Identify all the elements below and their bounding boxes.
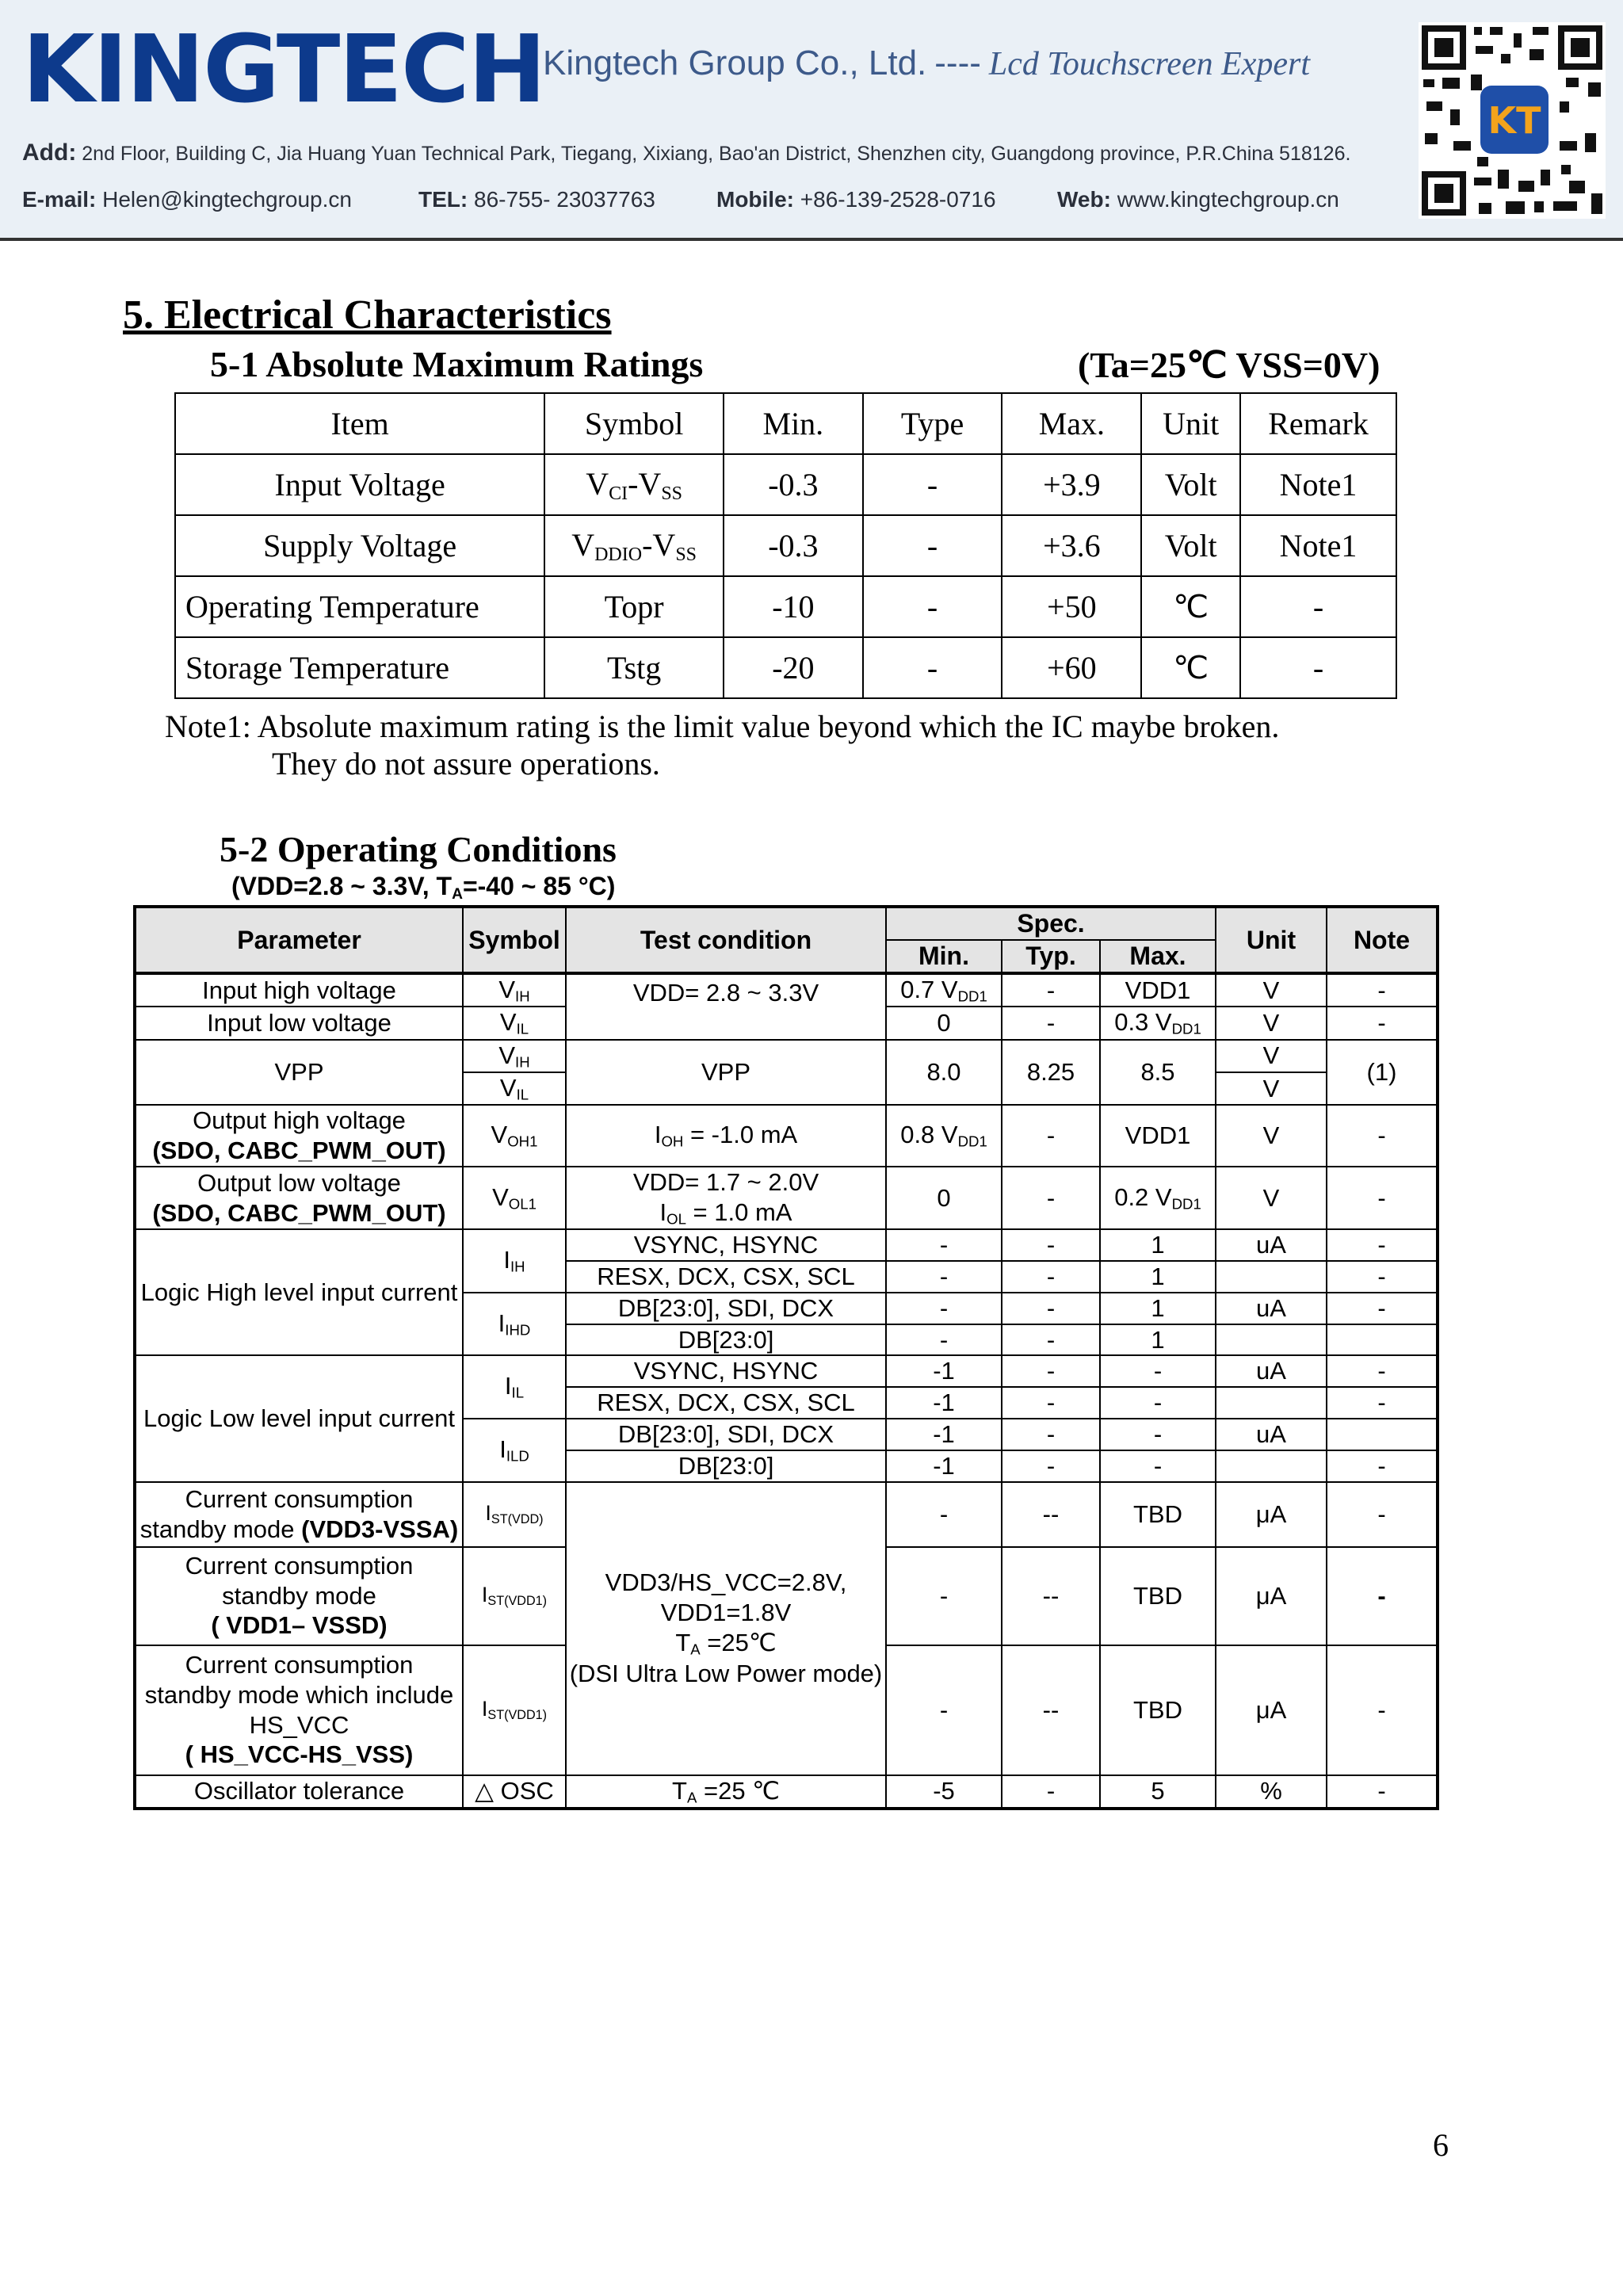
cell-test: VDD3/HS_VCC=2.8V, VDD1=1.8V $T_A$ =25℃ (DSI Ultra Low Power mode) xyxy=(566,1482,886,1775)
cell-min: - xyxy=(886,1324,1002,1356)
cell-symbol: Topr xyxy=(544,576,724,637)
abs-max-title: 5-1 Absolute Maximum Ratings xyxy=(210,344,704,384)
web-block xyxy=(1057,187,1339,212)
cell-unit: μA xyxy=(1216,1645,1327,1775)
col-note: Note xyxy=(1327,907,1438,973)
cell-min: - xyxy=(886,1293,1002,1324)
cell-test: VDD= 1.7 ~ 2.0V $I_{OL} = 1.0$ mA xyxy=(566,1167,886,1229)
cell-symbol: △ OSC xyxy=(463,1775,566,1809)
cell-typ: - xyxy=(1002,1007,1100,1039)
cell-min: -1 xyxy=(886,1419,1002,1450)
cell-unit: Volt xyxy=(1141,454,1240,515)
op-cond-condition: (VDD=2.8 ~ 3.3V, $T_A=-40$ ~ 85 °C) xyxy=(231,872,616,903)
table-row xyxy=(135,1355,1438,1387)
col-type: Type xyxy=(863,393,1002,454)
cell-min: 0 xyxy=(886,1167,1002,1229)
cell-test: DB[23:0] xyxy=(566,1450,886,1482)
cell-remark: - xyxy=(1240,576,1396,637)
cell-max: 1 xyxy=(1100,1229,1216,1261)
mobile-label: Mobile: xyxy=(716,187,794,212)
cell-symbol: $I_{ILD}$ xyxy=(463,1419,566,1482)
cell-note: - xyxy=(1327,1387,1438,1419)
op-cond-table xyxy=(133,905,1439,1810)
cell-typ: 8.25 xyxy=(1002,1040,1100,1106)
cell-unit: V xyxy=(1216,973,1327,1007)
table-row xyxy=(175,637,1396,698)
company-logo: KINGTECH xyxy=(22,14,545,124)
cell-symbol: $V_{DDIO}-V_{SS}$ xyxy=(544,515,724,576)
cell-unit: Volt xyxy=(1141,515,1240,576)
cell-max: TBD xyxy=(1100,1547,1216,1645)
cell-note xyxy=(1327,1419,1438,1450)
cell-test: RESX, DCX, CSX, SCL xyxy=(566,1387,886,1419)
cell-unit: uA xyxy=(1216,1355,1327,1387)
cell-typ: - xyxy=(1002,1105,1100,1167)
cell-symbol: $V_{IL}$ xyxy=(463,1072,566,1105)
cell-type: - xyxy=(863,515,1002,576)
company-line xyxy=(543,44,1310,83)
cell-test: VSYNC, HSYNC xyxy=(566,1355,886,1387)
cell-max: +3.9 xyxy=(1002,454,1141,515)
cell-max: - xyxy=(1100,1387,1216,1419)
abs-max-condition: (Ta=25℃ VSS=0V) xyxy=(1078,345,1381,385)
cell-max: 1 xyxy=(1100,1324,1216,1356)
cell-unit xyxy=(1216,1261,1327,1293)
cell-symbol: $I_{IHD}$ xyxy=(463,1293,566,1356)
tel-block xyxy=(418,187,655,212)
cell-note: (1) xyxy=(1327,1040,1438,1106)
cell-param: Input low voltage xyxy=(135,1007,463,1039)
cell-unit: V xyxy=(1216,1167,1327,1229)
cell-symbol: Tstg xyxy=(544,637,724,698)
cell-max: VDD1 xyxy=(1100,1105,1216,1167)
cell-symbol: $I_{ST(VDD)}$ xyxy=(463,1482,566,1547)
cell-note: - xyxy=(1327,1645,1438,1775)
cell-test: DB[23:0], SDI, DCX xyxy=(566,1419,886,1450)
cell-symbol: $V_{IL}$ xyxy=(463,1007,566,1039)
cell-note: - xyxy=(1327,1355,1438,1387)
cell-symbol: $V_{CI}-V_{SS}$ xyxy=(544,454,724,515)
table-header-row xyxy=(135,907,1438,940)
cell-min: -0.3 xyxy=(724,515,863,576)
table-row xyxy=(135,973,1438,1007)
col-parameter: Parameter xyxy=(135,907,463,973)
cell-remark: - xyxy=(1240,637,1396,698)
cell-max: TBD xyxy=(1100,1482,1216,1547)
cell-note: - xyxy=(1327,1167,1438,1229)
mobile-block xyxy=(716,187,996,212)
cell-item: Operating Temperature xyxy=(175,576,544,637)
qr-code-icon xyxy=(1419,22,1606,219)
cell-typ: -- xyxy=(1002,1547,1100,1645)
col-max: Max. xyxy=(1002,393,1141,454)
col-symbol: Symbol xyxy=(463,907,566,973)
cell-symbol: $V_{IH}$ xyxy=(463,973,566,1007)
web-label: Web: xyxy=(1057,187,1111,212)
cell-typ: - xyxy=(1002,1419,1100,1450)
cell-note: - xyxy=(1327,1229,1438,1261)
table-row xyxy=(175,454,1396,515)
cell-note: - xyxy=(1327,1261,1438,1293)
cell-max: - xyxy=(1100,1355,1216,1387)
cell-typ: - xyxy=(1002,1261,1100,1293)
cell-max: - xyxy=(1100,1450,1216,1482)
cell-test: DB[23:0], SDI, DCX xyxy=(566,1293,886,1324)
col-unit: Unit xyxy=(1141,393,1240,454)
cell-note: - xyxy=(1327,1450,1438,1482)
cell-param: Logic High level input current xyxy=(135,1229,463,1355)
table-row xyxy=(135,1775,1438,1809)
cell-param: Input high voltage xyxy=(135,973,463,1007)
col-unit: Unit xyxy=(1216,907,1327,973)
email-block xyxy=(22,187,352,212)
company-name: Kingtech Group Co., Ltd. xyxy=(543,44,927,82)
col-item: Item xyxy=(175,393,544,454)
cell-symbol: $I_{ST(VDD1)}$ xyxy=(463,1645,566,1775)
cell-item: Storage Temperature xyxy=(175,637,544,698)
cell-type: - xyxy=(863,576,1002,637)
qr-logo-text: KT xyxy=(1487,99,1541,142)
cell-min: -1 xyxy=(886,1450,1002,1482)
tel-label: TEL: xyxy=(418,187,468,212)
cell-typ: - xyxy=(1002,1387,1100,1419)
cell-max: 0.2 $V_{DD1}$ xyxy=(1100,1167,1216,1229)
table-row xyxy=(135,1167,1438,1229)
table-header-row xyxy=(175,393,1396,454)
cell-param: Oscillator tolerance xyxy=(135,1775,463,1809)
cell-unit: μA xyxy=(1216,1482,1327,1547)
cell-min: 8.0 xyxy=(886,1040,1002,1106)
cell-param: Output high voltage (SDO, CABC_PWM_OUT) xyxy=(135,1105,463,1167)
cell-test: DB[23:0] xyxy=(566,1324,886,1356)
email-label: E-mail: xyxy=(22,187,97,212)
cell-param: Current consumption standby mode ( VDD1– VSSD) xyxy=(135,1547,463,1645)
cell-note: - xyxy=(1327,1105,1438,1167)
cell-type: - xyxy=(863,454,1002,515)
cell-min: -10 xyxy=(724,576,863,637)
cell-unit xyxy=(1216,1324,1327,1356)
cell-min: - xyxy=(886,1547,1002,1645)
address-line xyxy=(22,139,1350,166)
cell-min: -1 xyxy=(886,1387,1002,1419)
cell-param: Logic Low level input current xyxy=(135,1355,463,1481)
cell-item: Input Voltage xyxy=(175,454,544,515)
mobile-value: +86-139-2528-0716 xyxy=(800,187,996,212)
cell-unit: ℃ xyxy=(1141,576,1240,637)
note-line-1: Note1: Absolute maximum rating is the limit value beyond which the IC maybe broken. xyxy=(165,709,1280,744)
table-row xyxy=(175,515,1396,576)
cell-unit: uA xyxy=(1216,1419,1327,1450)
cell-typ: - xyxy=(1002,973,1100,1007)
table-row xyxy=(135,1482,1438,1547)
cell-unit: ℃ xyxy=(1141,637,1240,698)
cell-unit xyxy=(1216,1387,1327,1419)
cell-min: 0.7 $V_{DD1}$ xyxy=(886,973,1002,1007)
cell-typ: - xyxy=(1002,1324,1100,1356)
letterhead xyxy=(0,0,1623,241)
col-spec: Spec. xyxy=(886,907,1216,940)
cell-note: - xyxy=(1327,1007,1438,1039)
cell-symbol: $I_{ST(VDD1)}$ xyxy=(463,1547,566,1645)
page-number: 6 xyxy=(1433,2127,1449,2163)
cell-test: RESX, DCX, CSX, SCL xyxy=(566,1261,886,1293)
col-test-condition: Test condition xyxy=(566,907,886,973)
cell-test: VDD= 2.8 ~ 3.3V xyxy=(566,973,886,1040)
cell-unit: uA xyxy=(1216,1229,1327,1261)
cell-min: -20 xyxy=(724,637,863,698)
cell-symbol: $V_{OL1}$ xyxy=(463,1167,566,1229)
cell-note: - xyxy=(1327,1482,1438,1547)
address-text: 2nd Floor, Building C, Jia Huang Yuan Technical Park, Tiegang, Xixiang, Bao'an District, Shenzhen city, Guangdong province, P.R.China 518126. xyxy=(82,143,1351,165)
cell-unit: % xyxy=(1216,1775,1327,1809)
cell-item: Supply Voltage xyxy=(175,515,544,576)
col-min: Min. xyxy=(886,940,1002,973)
cell-note: - xyxy=(1327,973,1438,1007)
cell-max: 1 xyxy=(1100,1293,1216,1324)
cell-max: +3.6 xyxy=(1002,515,1141,576)
cell-note: - xyxy=(1327,1293,1438,1324)
cell-test: $I_{OH} = -1.0$ mA xyxy=(566,1105,886,1167)
cell-test: $T_A =25$ ℃ xyxy=(566,1775,886,1809)
email-value: Helen@kingtechgroup.cn xyxy=(102,187,352,212)
table-row xyxy=(135,1040,1438,1072)
cell-min: 0 xyxy=(886,1007,1002,1039)
note-line-2: They do not assure operations. xyxy=(272,746,660,781)
cell-symbol: $V_{OH1}$ xyxy=(463,1105,566,1167)
col-remark: Remark xyxy=(1240,393,1396,454)
col-max: Max. xyxy=(1100,940,1216,973)
cell-min: - xyxy=(886,1645,1002,1775)
cell-unit: μA xyxy=(1216,1547,1327,1645)
cell-type: - xyxy=(863,637,1002,698)
cell-max: +50 xyxy=(1002,576,1141,637)
table-row xyxy=(135,1229,1438,1261)
cell-symbol: $V_{IH}$ xyxy=(463,1040,566,1072)
company-tagline: Lcd Touchscreen Expert xyxy=(988,46,1311,82)
cell-max: 8.5 xyxy=(1100,1040,1216,1106)
cell-max: 0.3 $V_{DD1}$ xyxy=(1100,1007,1216,1039)
col-typ: Typ. xyxy=(1002,940,1100,973)
cell-param: VPP xyxy=(135,1040,463,1106)
cell-test: VSYNC, HSYNC xyxy=(566,1229,886,1261)
cell-max: VDD1 xyxy=(1100,973,1216,1007)
cell-min: -1 xyxy=(886,1355,1002,1387)
col-min: Min. xyxy=(724,393,863,454)
cell-note: - xyxy=(1327,1547,1438,1645)
cell-typ: - xyxy=(1002,1293,1100,1324)
cell-note: - xyxy=(1327,1775,1438,1809)
cell-min: - xyxy=(886,1261,1002,1293)
cell-symbol: $I_{IL}$ xyxy=(463,1355,566,1419)
table-row xyxy=(175,576,1396,637)
web-value: www.kingtechgroup.cn xyxy=(1117,187,1339,212)
tel-value: 86-755- 23037763 xyxy=(474,187,655,212)
company-dash: ---- xyxy=(934,44,981,82)
cell-remark: Note1 xyxy=(1240,454,1396,515)
cell-typ: -- xyxy=(1002,1645,1100,1775)
op-cond-title: 5-2 Operating Conditions xyxy=(220,829,617,869)
cell-remark: Note1 xyxy=(1240,515,1396,576)
cell-typ: - xyxy=(1002,1355,1100,1387)
cell-max: TBD xyxy=(1100,1645,1216,1775)
table-row xyxy=(135,1105,1438,1167)
cell-min: - xyxy=(886,1229,1002,1261)
cell-typ: - xyxy=(1002,1450,1100,1482)
cell-param: Current consumption standby mode which include HS_VCC ( HS_VCC-HS_VSS) xyxy=(135,1645,463,1775)
cell-unit: uA xyxy=(1216,1293,1327,1324)
cell-max: 5 xyxy=(1100,1775,1216,1809)
cell-min: -5 xyxy=(886,1775,1002,1809)
cell-param: Output low voltage (SDO, CABC_PWM_OUT) xyxy=(135,1167,463,1229)
cell-typ: - xyxy=(1002,1167,1100,1229)
cell-typ: - xyxy=(1002,1775,1100,1809)
cell-min: 0.8 $V_{DD1}$ xyxy=(886,1105,1002,1167)
cell-typ: - xyxy=(1002,1229,1100,1261)
cell-unit: V xyxy=(1216,1105,1327,1167)
cell-max: 1 xyxy=(1100,1261,1216,1293)
address-label: Add: xyxy=(22,139,77,166)
cell-max: +60 xyxy=(1002,637,1141,698)
cell-note xyxy=(1327,1324,1438,1356)
col-symbol: Symbol xyxy=(544,393,724,454)
abs-max-table xyxy=(174,392,1397,699)
cell-unit xyxy=(1216,1450,1327,1482)
cell-min: - xyxy=(886,1482,1002,1547)
cell-typ: -- xyxy=(1002,1482,1100,1547)
cell-min: -0.3 xyxy=(724,454,863,515)
cell-test: VPP xyxy=(566,1040,886,1106)
cell-max: - xyxy=(1100,1419,1216,1450)
cell-param: Current consumption standby mode (VDD3-VSSA) xyxy=(135,1482,463,1547)
cell-unit: V xyxy=(1216,1007,1327,1039)
cell-symbol: $I_{IH}$ xyxy=(463,1229,566,1293)
cell-unit: V xyxy=(1216,1072,1327,1105)
section-title: 5. Electrical Characteristics xyxy=(123,292,612,338)
cell-unit: V xyxy=(1216,1040,1327,1072)
